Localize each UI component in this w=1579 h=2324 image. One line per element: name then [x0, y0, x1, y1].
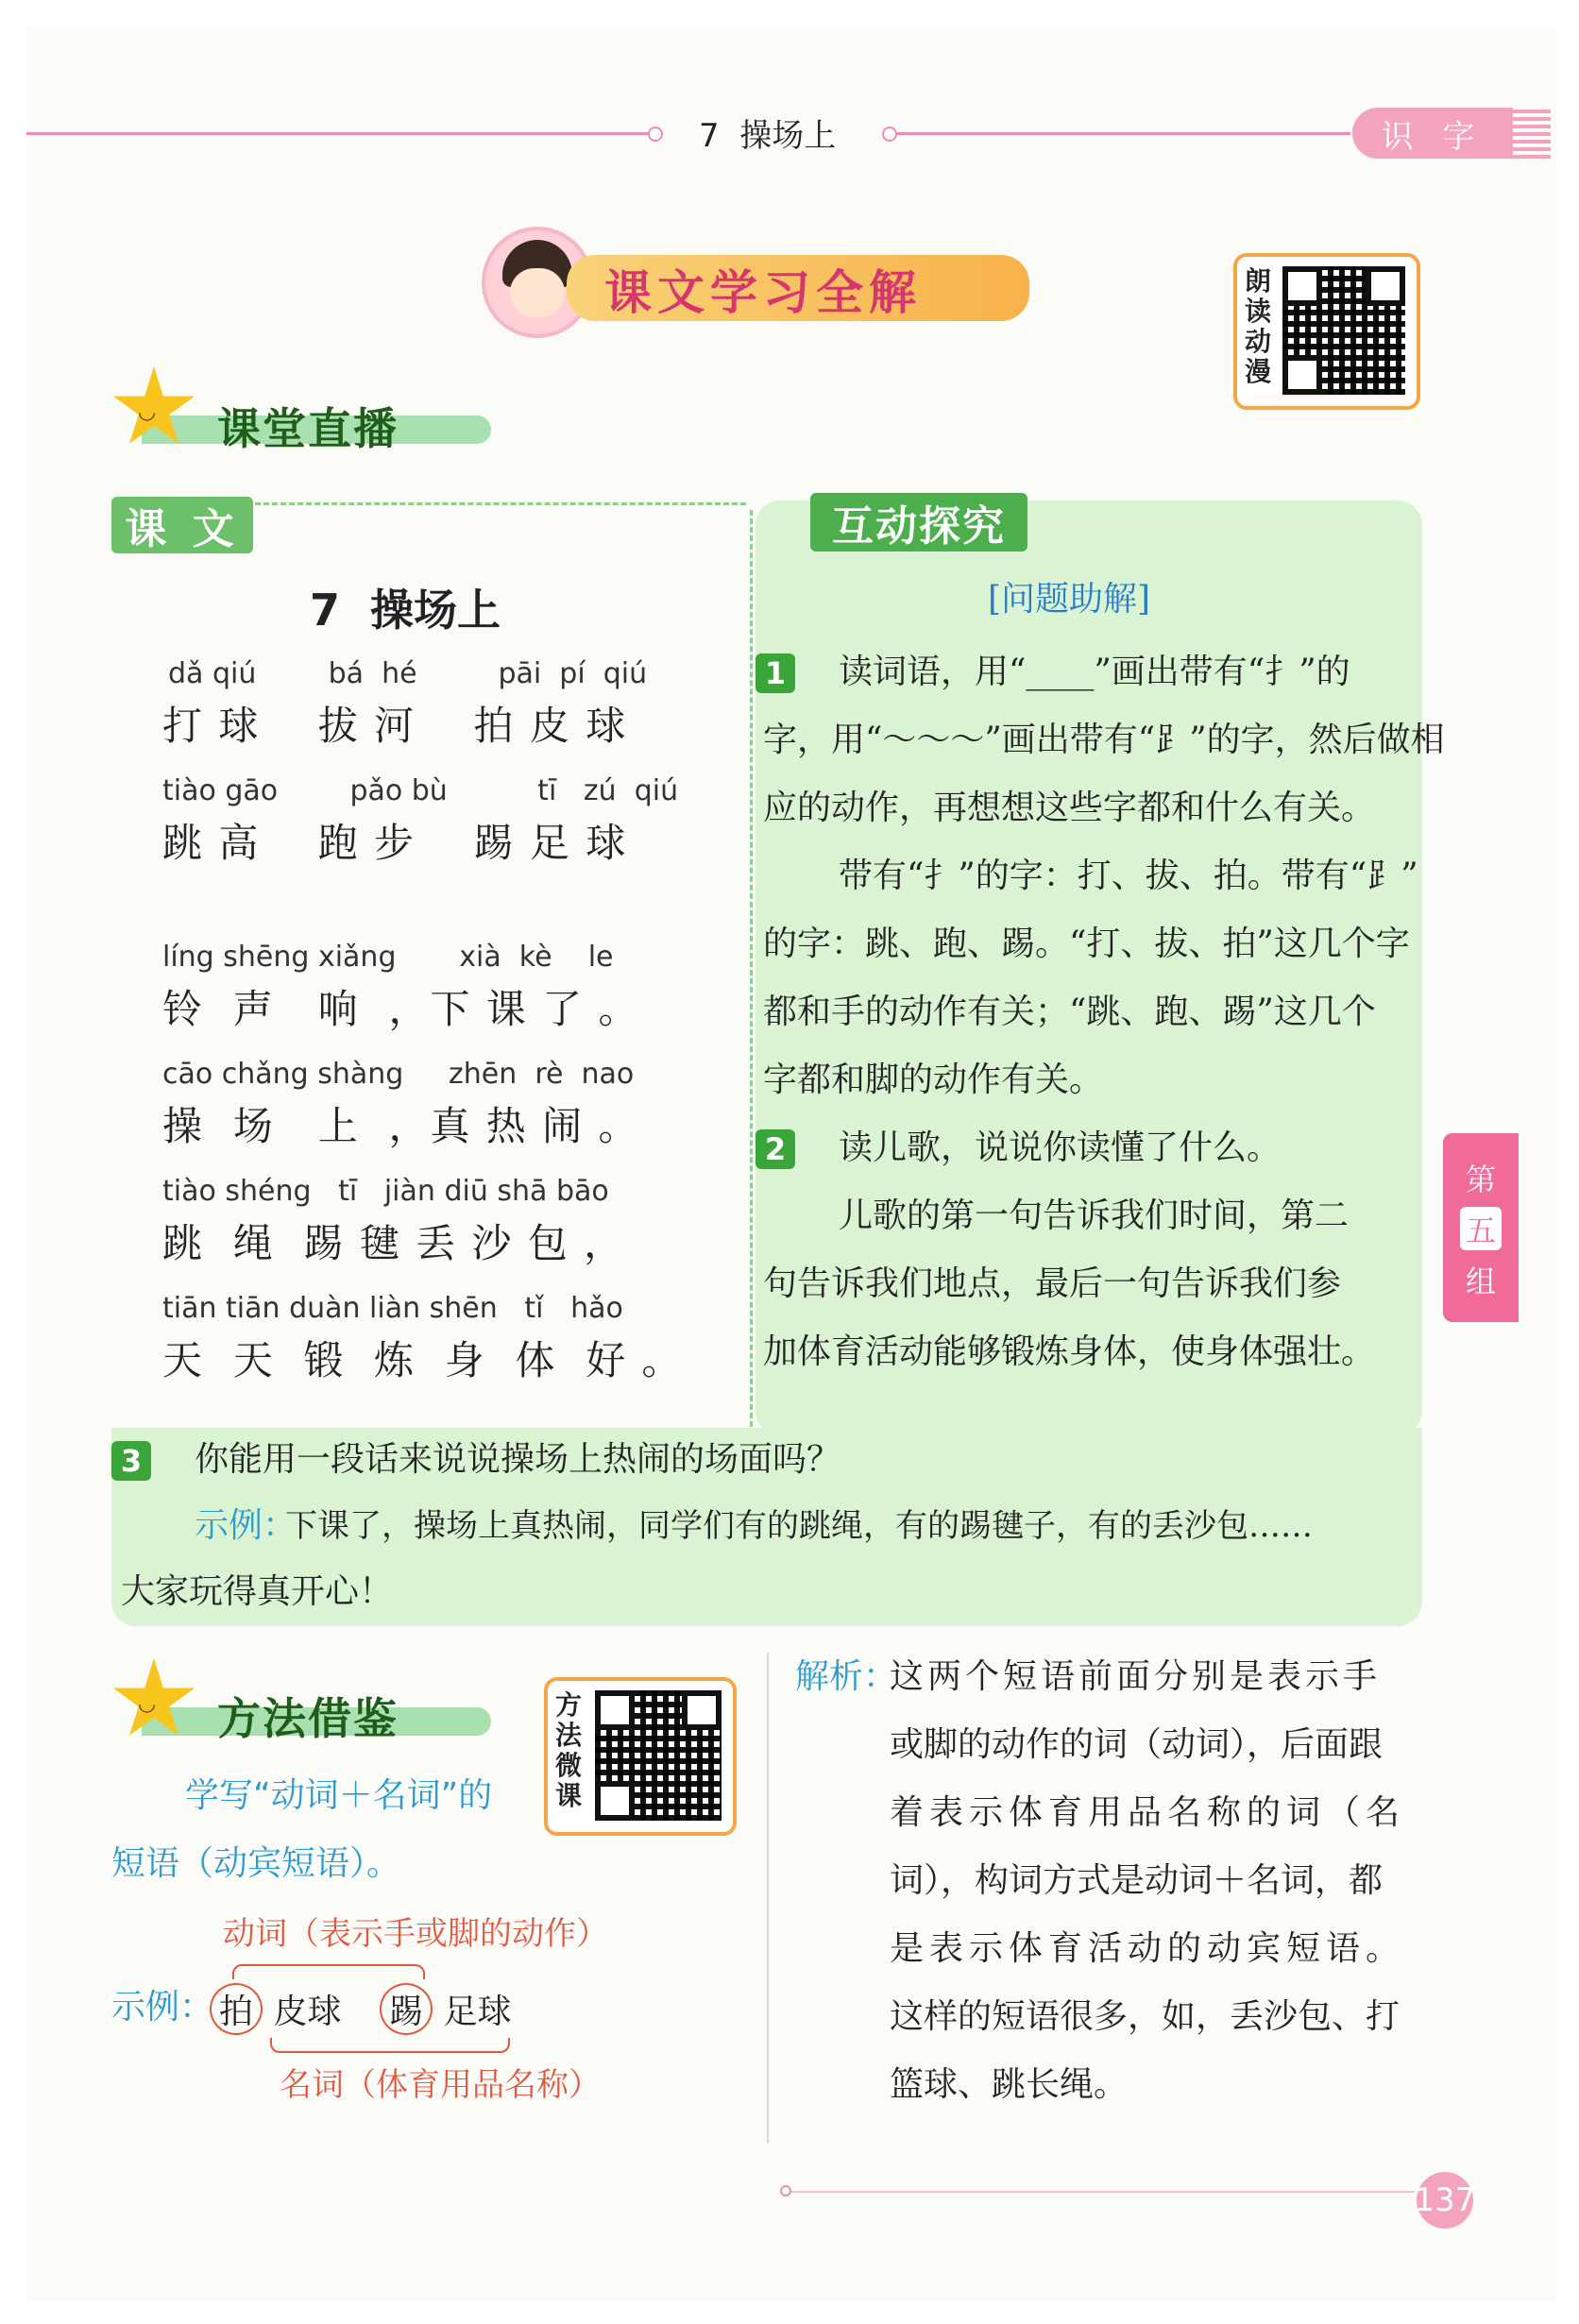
analysis-line-7: 篮球、跳长绳。	[890, 2065, 1129, 2104]
q1-line-2: 字，用“～～～”画出带有“⻊”的字，然后做相	[763, 721, 1445, 759]
q2-number: 2	[756, 1129, 795, 1169]
poem-pinyin-2: tiào gāo pǎo bù tī zú qiú	[162, 774, 679, 807]
analysis-line-4: 词），构词方式是动词＋名词，都	[890, 1861, 1384, 1900]
unit-tab-char-2: 五	[1460, 1207, 1502, 1250]
poem-line-2: 跳 高 跑 步 踢 足 球	[162, 820, 628, 866]
q1-answer-3: 都和手的动作有关；“跳、跑、踢”这几个	[763, 992, 1376, 1031]
q2-line: 读儿歌，说说你读懂了什么。	[839, 1128, 1282, 1167]
poem-pinyin-5: tiào shéng tī jiàn diū shā bāo	[162, 1175, 609, 1208]
poem-title: 7 操场上	[310, 585, 501, 636]
unit-tab-char-1: 第	[1465, 1162, 1496, 1197]
method-intro-2: 短语（动宾短语）。	[111, 1844, 401, 1883]
qr-eye	[595, 1690, 635, 1730]
analysis-line-6: 这样的短语很多，如，丢沙包、打	[890, 1997, 1401, 2036]
qr-method-label-4: 课	[555, 1780, 583, 1811]
question-heading: [问题助解]	[988, 580, 1151, 619]
q3-example: 下课了，操场上真热闹，同学们有的跳绳，有的踢毽子，有的丢沙包……	[285, 1507, 1313, 1545]
verb-brace	[232, 1964, 425, 1979]
q1-line-1: 读词语，用“____”画出带有“扌”的	[839, 653, 1350, 691]
ex1-verb: 拍	[210, 1983, 263, 2035]
poem-line-1: 打 球 拔 河 拍 皮 球	[162, 703, 628, 749]
method-verb-note: 动词（表示手或脚的动作）	[223, 1915, 608, 1953]
qr-eye	[1282, 355, 1322, 395]
poem-pinyin-4: cāo chǎng shàng zhēn rè nao	[162, 1058, 635, 1091]
qr-eye	[595, 1781, 635, 1821]
method-example-label: 示例：	[111, 1988, 214, 2027]
text-dashline	[255, 502, 746, 505]
header-tab-stripes	[1513, 110, 1551, 159]
method-example-1	[210, 1983, 341, 2035]
poem-line-5: 跳 绳 踢 毽 丢 沙 包 ，	[162, 1220, 626, 1266]
poem-pinyin-6: tiān tiān duàn liàn shēn tǐ hǎo	[162, 1292, 623, 1325]
poem-pinyin-3: líng shēng xiǎng xià kè le	[162, 941, 614, 974]
qr-code-method[interactable]	[544, 1677, 737, 1836]
q3-example-2: 大家玩得真开心！	[121, 1572, 394, 1611]
qr-eye	[682, 1690, 722, 1730]
footer-dot	[780, 2185, 791, 2197]
q1-line-3: 应的动作，再想想这些字都和什么有关。	[763, 789, 1376, 827]
ex2-verb: 踢	[380, 1983, 433, 2035]
header-dot-left	[648, 127, 663, 142]
analysis-line-5: 是表示体育活动的动宾短语。	[890, 1929, 1406, 1968]
ex2-noun: 足球	[443, 1993, 512, 2031]
star-face-icon: ◡	[138, 400, 157, 424]
unit-tab-char-3: 组	[1465, 1264, 1496, 1299]
method-intro-1: 学写“动词＋名词”的	[185, 1776, 493, 1815]
q3-example-label: 示例：	[195, 1506, 297, 1545]
title-banner-text: 课文学习全解	[604, 265, 922, 320]
ex1-noun: 皮球	[273, 1993, 342, 2031]
q1-answer-2: 的字：跳、跑、踢。“打、拔、拍”这几个字	[763, 925, 1410, 963]
footer-line	[791, 2191, 1415, 2193]
poem-pinyin-1: dǎ qiú bá hé pāi pí qiú	[168, 657, 648, 690]
q3-line: 你能用一段话来说说操场上热闹的场面吗？	[195, 1440, 841, 1479]
poem-line-6: 天 天 锻 炼 身 体 好 。	[162, 1337, 684, 1383]
unit-side-tab	[1443, 1133, 1519, 1322]
text-label: 课 文	[111, 497, 253, 553]
header-line-left	[26, 132, 650, 135]
qr-top-label-1: 朗	[1245, 265, 1272, 297]
header-line-right	[897, 132, 1350, 135]
analysis-line-1: 这两个短语前面分别是表示手	[890, 1657, 1382, 1696]
poem-line-4: 操 场 上 ，真 热 闹 。	[162, 1103, 640, 1149]
star-face-icon: ◡	[138, 1692, 157, 1716]
qr-method-label-2: 法	[555, 1720, 583, 1751]
q3-number: 3	[111, 1441, 151, 1481]
analysis-label: 解析：	[795, 1657, 898, 1696]
header-dot-right	[882, 127, 897, 142]
page-number: 137	[1417, 2172, 1473, 2229]
qr-method-label-1: 方	[555, 1689, 583, 1721]
method-noun-note: 名词（体育用品名称）	[280, 2066, 601, 2104]
q2-answer-2: 句告诉我们地点，最后一句告诉我们参	[763, 1264, 1342, 1303]
section-method-title: 方法借鉴	[217, 1693, 399, 1744]
method-divider	[767, 1653, 769, 2144]
q1-answer-4: 字都和脚的动作有关。	[763, 1060, 1104, 1099]
header-lesson: 7 操场上	[699, 117, 837, 155]
analysis-line-3: 着表示体育用品名称的词（名	[890, 1793, 1406, 1832]
divider-dashline	[750, 510, 753, 1435]
poem-line-3: 铃 声 响 ，下 课 了 。	[162, 986, 640, 1032]
q1-number: 1	[756, 653, 795, 693]
qr-top-label-3: 动	[1245, 326, 1272, 357]
q1-answer-1: 带有“扌”的字：打、拔、拍。带有“⻊”	[839, 857, 1418, 895]
qr-method-label-3: 微	[555, 1750, 583, 1781]
qr-top-label-2: 读	[1245, 296, 1272, 327]
qr-eye	[1282, 266, 1322, 306]
qr-eye	[1366, 266, 1405, 306]
qr-top-label-4: 漫	[1245, 356, 1272, 387]
header-tab-shizi: 识 字	[1352, 108, 1513, 159]
section-live-title: 课堂直播	[217, 403, 399, 454]
qr-code-read-anim[interactable]	[1233, 253, 1420, 410]
interact-label: 互动探究	[810, 493, 1027, 551]
analysis-line-2: 或脚的动作的词（动词），后面跟	[890, 1725, 1384, 1764]
q2-answer-3: 加体育活动能够锻炼身体，使身体强壮。	[763, 1332, 1376, 1371]
q2-answer-1: 儿歌的第一句告诉我们时间，第二	[839, 1196, 1350, 1235]
method-example-2	[380, 1983, 511, 2035]
